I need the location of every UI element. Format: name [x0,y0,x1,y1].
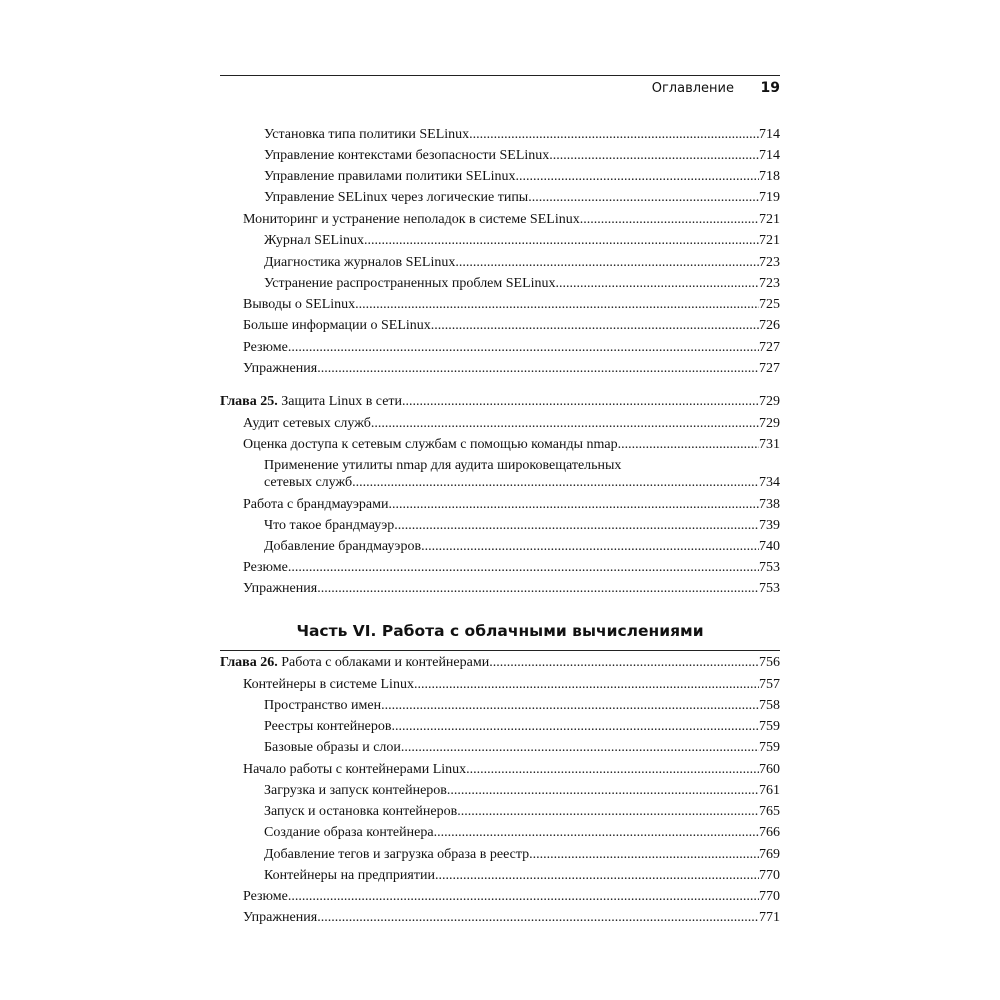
dot-leader [394,517,759,534]
toc-entry-page: 731 [759,437,780,452]
dot-leader [549,147,759,164]
dot-leader [447,782,759,799]
dot-leader [489,654,759,671]
toc-entry[interactable] [243,339,780,356]
dot-leader [388,496,759,513]
toc-entry-page: 739 [759,518,780,533]
dot-leader [469,126,759,143]
toc-entry-label: Управление SELinux через логические типы [264,190,529,205]
toc-entry-label: Упражнения [243,361,318,376]
toc-entry-label: Базовые образы и слои [264,740,401,755]
dot-leader [352,474,759,491]
dot-leader [431,317,759,334]
toc-entry-page: 769 [759,847,780,862]
toc-entry[interactable] [264,147,780,164]
toc-entry-label: Добавление брандмауэров [264,539,422,554]
toc-entry[interactable] [243,415,780,432]
toc-entry-label: Работа с брандмауэрами [243,497,389,512]
toc-entry[interactable] [264,275,780,292]
toc-entry-page: 753 [759,560,780,575]
dot-leader [364,232,759,249]
toc-entry-page: 738 [759,497,780,512]
dot-leader [288,339,759,356]
dot-leader [516,168,759,185]
toc-entry-page: 714 [759,148,780,163]
toc-chapter-entry[interactable] [220,654,780,671]
toc-entry-label: Резюме [243,340,288,355]
toc-entry[interactable] [264,189,780,206]
dot-leader [580,211,759,228]
toc-entry[interactable] [243,211,780,228]
toc-entry[interactable] [243,676,780,693]
toc-entry-page: 714 [759,127,780,142]
toc-entry-page: 759 [759,740,780,755]
dot-leader [317,360,759,377]
dot-leader [317,580,759,597]
dot-leader [288,559,759,576]
dot-leader [618,436,759,453]
part-rule [220,650,780,651]
toc-entry-page: 721 [759,233,780,248]
toc-entry-page: 758 [759,698,780,713]
toc-entry-page: 753 [759,581,780,596]
toc-entry[interactable] [264,517,780,534]
dot-leader [528,189,759,206]
toc-entry[interactable] [264,168,780,185]
toc-entry-page: 770 [759,889,780,904]
toc-entry-label: Устранение распространенных проблем SELinux [264,276,556,291]
dot-leader [556,275,759,292]
chapter-prefix: Глава 25. [220,394,278,409]
toc-entry-page: 734 [759,475,780,490]
toc-entry-label: Работа с облаками и контейнерами [281,655,490,670]
toc-entry[interactable] [264,824,780,841]
toc-entry[interactable] [264,803,780,820]
toc-entry-label: Журнал SELinux [264,233,364,248]
toc-entry[interactable] [243,436,780,453]
toc-entry-page: 729 [759,416,780,431]
dot-leader [529,846,759,863]
toc-entry[interactable] [243,296,780,313]
toc-entry-label: Загрузка и запуск контейнеров [264,783,447,798]
toc-entry-label: Мониторинг и устранение неполадок в системе SELinux [243,212,580,227]
dot-leader [414,676,759,693]
dot-leader [392,718,759,735]
toc-entry[interactable] [264,846,780,863]
toc-entry-page: 765 [759,804,780,819]
dot-leader [421,538,759,555]
toc-entry-page: 756 [759,655,780,670]
dot-leader [381,697,759,714]
toc-entry-page: 723 [759,255,780,270]
toc-entry-label: Упражнения [243,910,318,925]
page-number: 19 [760,80,780,96]
toc-entry[interactable] [243,317,780,334]
toc-entry-page: 726 [759,318,780,333]
part-heading: Часть VI. Работа с облачными вычислениями [296,622,704,640]
toc-entry-page: 721 [759,212,780,227]
toc-entry-label: Оценка доступа к сетевым службам с помощью команды nmap [243,437,618,452]
toc-entry[interactable] [264,254,780,271]
dot-leader [466,761,759,778]
toc-entry-label: Управление правилами политики SELinux [264,169,516,184]
toc-entry-label: Добавление тегов и загрузка образа в реестр [264,847,530,862]
toc-entry-label: Пространство имен [264,698,382,713]
toc-entry-label: Больше информации о SELinux [243,318,431,333]
toc-entry-page: 771 [759,910,780,925]
toc-entry-label: Начало работы с контейнерами Linux [243,762,467,777]
toc-entry-page: 770 [759,868,780,883]
toc-entry-label: Управление контекстами безопасности SELinux [264,148,550,163]
dot-leader [402,393,759,410]
toc-entry-label: Контейнеры в системе Linux [243,677,414,692]
toc-entry-page: 727 [759,361,780,376]
toc-entry-page: 718 [759,169,780,184]
toc-entry-label: Выводы о SELinux [243,297,356,312]
toc-entry-label: Упражнения [243,581,318,596]
running-header-title: Оглавление [651,81,734,96]
toc-entry[interactable] [243,496,780,513]
dot-leader [355,296,759,313]
toc-entry-page: 723 [759,276,780,291]
toc-entry-page: 740 [759,539,780,554]
dot-leader [457,803,759,820]
toc-entry-page: 725 [759,297,780,312]
toc-entry[interactable] [264,232,780,249]
toc-entry[interactable] [243,909,780,926]
toc-entry-label: Установка типа политики SELinux [264,127,470,142]
toc-entry[interactable] [264,739,780,756]
toc-entry-label: Контейнеры на предприятии [264,868,435,883]
toc-entry[interactable] [264,782,780,799]
toc-entry-page: 759 [759,719,780,734]
toc-entry-label: Диагностика журналов SELinux [264,255,456,270]
toc-entry[interactable] [264,697,780,714]
toc-entry-label: Запуск и остановка контейнеров [264,804,458,819]
toc-entry-label-line1: Применение утилиты nmap для аудита широковещательных [264,458,622,473]
dot-leader [371,415,759,432]
toc-entry-label: Аудит сетевых служб [243,416,371,431]
toc-entry[interactable] [264,867,780,884]
toc-entry[interactable] [243,888,780,905]
toc-entry-label: Защита Linux в сети [281,394,403,409]
toc-entry-label: Создание образа контейнера [264,825,434,840]
dot-leader [455,254,759,271]
toc-entry-label: Резюме [243,560,288,575]
toc-entry-page: 719 [759,190,780,205]
toc-entry-label: Резюме [243,889,288,904]
toc-entry[interactable] [243,580,780,597]
dot-leader [435,867,759,884]
toc-entry[interactable] [243,360,780,377]
toc-entry[interactable] [264,538,780,555]
toc-entry-page: 729 [759,394,780,409]
dot-leader [434,824,759,841]
toc-entry-page: 757 [759,677,780,692]
toc-entry[interactable] [243,761,780,778]
chapter-prefix: Глава 26. [220,655,278,670]
toc-entry[interactable] [264,126,780,143]
dot-leader [317,909,759,926]
toc-entry-page: 760 [759,762,780,777]
toc-entry-page: 727 [759,340,780,355]
toc-entry[interactable] [243,559,780,576]
toc-chapter-entry[interactable] [220,393,780,410]
toc-entry[interactable] [264,718,780,735]
toc-entry-label: Что такое брандмауэр [264,518,395,533]
toc-entry-label: Реестры контейнеров [264,719,392,734]
toc-entry[interactable] [264,457,780,491]
dot-leader [401,739,759,756]
toc-entry-page: 761 [759,783,780,798]
toc-entry-page: 766 [759,825,780,840]
toc-entry-label: сетевых служб [264,475,353,490]
dot-leader [288,888,759,905]
